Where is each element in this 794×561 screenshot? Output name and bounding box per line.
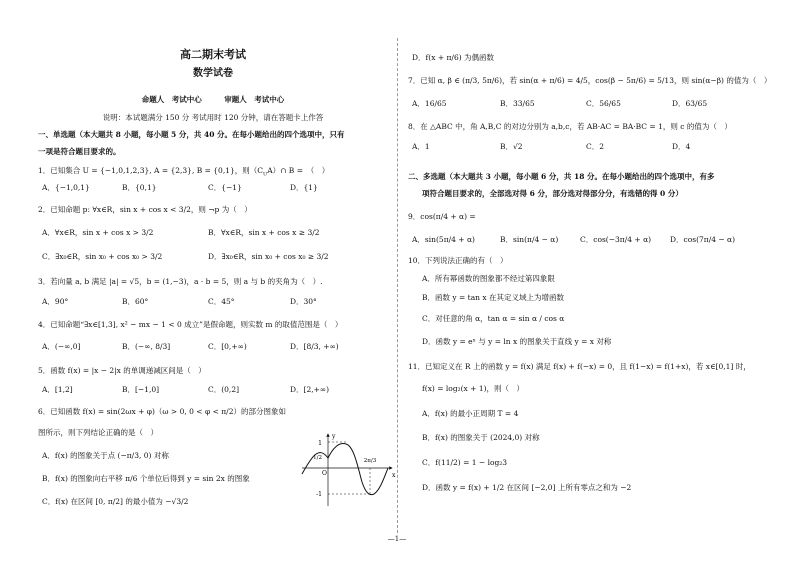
q8-stem: 8．在 △ABC 中，角 A,B,C 的对边分别为 a,b,c，若 AB·AC = BA·BC = 1，则 c 的值为（ ） (408, 122, 732, 131)
q11-option-a[interactable]: A．f(x) 的最小正周期 T = 4 (422, 409, 519, 418)
q4-option-a[interactable]: A．(−∞,0] (42, 342, 81, 351)
section1-heading-cont: 一项是符合题目要求的。 (38, 147, 121, 156)
q11-stem: 11．已知定义在 R 上的函数 y = f(x) 满足 f(x) + f(−x) = 0，且 f(1−x) = f(1+x)，若 x∈[0,1] 时， (408, 362, 751, 371)
exam-subtitle: 数学试卷 (193, 68, 233, 79)
q10-option-d[interactable]: D．函数 y = eˣ 与 y = ln x 的图象关于直线 y = x 对称 (422, 337, 612, 346)
q3-option-d[interactable]: D．30° (290, 297, 317, 306)
section2-heading: 二、多选题（本大题共 3 小题，每小题 6 分，共 18 分。在每小题给出的四个选项中，有多 (408, 172, 715, 181)
q2-stem: 2．已知命题 p: ∀x∈R，sin x + cos x < 3/2，则 ¬p 为（ ） (38, 205, 252, 214)
exam-title: 高二期末考试 (180, 48, 246, 61)
q2-option-d[interactable]: D．∃x₀∈R，sin x₀ + cos x₀ ≥ 3/2 (208, 252, 329, 261)
q6-sine-graph (288, 430, 398, 510)
q1-option-d[interactable]: D．{1} (290, 183, 318, 192)
q9-option-a[interactable]: A．sin(5π/4 + α) (412, 235, 475, 244)
q5-stem: 5．函数 f(x) = |x − 2|x 的单调递减区间是（ ） (38, 366, 206, 375)
q1-option-c[interactable]: C．{−1} (208, 183, 242, 192)
q5-option-a[interactable]: A．[1,2] (42, 385, 73, 394)
q10-option-c[interactable]: C．对任意的角 α，tan α = sin α / cos α (422, 314, 565, 323)
q8-option-d[interactable]: D．4 (672, 142, 691, 151)
q7-stem: 7．已知 α, β ∈ (π/3, 5π/6)，若 sin(α + π/6) = 4/5，cos(β − 5π/6) = 5/13，则 sin(α−β) 的值为（ ） (408, 76, 772, 85)
y-top-label: 1 (318, 440, 322, 447)
q6-option-c[interactable]: C．f(x) 在区间 [0, π/2] 的最小值为 −√3/2 (42, 497, 189, 506)
q10-option-b[interactable]: B．函数 y = tan x 在其定义域上为增函数 (422, 293, 564, 302)
q2-option-c[interactable]: C．∃x₀∈R，sin x₀ + cos x₀ > 3/2 (42, 252, 163, 261)
q11-stem-cont: f(x) = log₂(x + 1)，则（ ） (422, 384, 525, 393)
authors-line: 命题人 考试中心 审题人 考试中心 (141, 95, 285, 104)
q6-option-d[interactable]: D．f(x + π/6) 为偶函数 (412, 53, 495, 62)
q6-stem-cont: 图所示，则下列结论正确的是（ ） (38, 428, 158, 437)
origin-label: O (322, 470, 327, 477)
q3-option-a[interactable]: A．90° (42, 297, 69, 306)
section2-heading-cont: 项符合题目要求的，全部选对得 6 分，部分选对得部分分，有选错的得 0 分） (422, 189, 683, 198)
sine-curve (302, 444, 388, 495)
q11-option-b[interactable]: B．f(x) 的图象关于 (2024,0) 对称 (422, 433, 540, 442)
q3-stem: 3．若向量 a, b 满足 |a| = √5，b = (1,−3)，a · b = 5，则 a 与 b 的夹角为（ ）. (38, 277, 323, 286)
q6-stem: 6．已知函数 f(x) = sin(2ωx + φ)（ω > 0, 0 < φ < π/2）的部分图象如 (38, 407, 286, 416)
y-axis-label: y (332, 433, 336, 440)
q7-option-c[interactable]: C．56/65 (586, 99, 621, 108)
q10-option-a[interactable]: A．所有幂函数的图象都不经过第四象限 (422, 274, 555, 283)
q4-option-b[interactable]: B．(−∞, 8/3] (122, 342, 171, 351)
q7-option-a[interactable]: A．16/65 (412, 99, 447, 108)
page-number: —1— (387, 535, 407, 543)
section1-heading: 一、单选题（本大题共 8 小题，每小题 5 分，共 40 分。在每小题给出的四个选项中，只有 (38, 130, 345, 139)
q6-option-a[interactable]: A．f(x) 的图象关于点 (−π/3, 0) 对称 (42, 451, 169, 460)
q5-option-d[interactable]: D．[2,+∞) (290, 385, 330, 394)
q9-option-c[interactable]: C．cos(−3π/4 + α) (580, 235, 652, 244)
q3-option-b[interactable]: B．60° (122, 297, 149, 306)
q4-option-d[interactable]: D．[8/3, +∞) (290, 342, 339, 351)
q4-option-c[interactable]: C．[0,+∞) (208, 342, 247, 351)
q1-option-b[interactable]: B．{0,1} (122, 183, 157, 192)
y-half-label: 1/2 (313, 455, 322, 461)
q7-option-d[interactable]: D．63/65 (672, 99, 708, 108)
q6-option-b[interactable]: B．f(x) 的图象向右平移 π/6 个单位后得到 y = sin 2x 的图象 (42, 474, 250, 483)
q9-option-d[interactable]: D．cos(7π/4 − α) (670, 235, 736, 244)
q9-stem: 9．cos(π/4 + α) = (408, 212, 476, 221)
q9-option-b[interactable]: B．sin(π/4 − α) (500, 235, 559, 244)
q1-option-a[interactable]: A．{−1,0,1} (42, 183, 90, 192)
x-axis-label: x (392, 472, 396, 479)
q11-option-d[interactable]: D．函数 y = f(x) + 1/2 在区间 [−2,0] 上所有零点之和为 −2 (422, 483, 632, 492)
q11-option-c[interactable]: C．f(11/2) = 1 − log₂3 (422, 458, 508, 467)
q3-option-c[interactable]: C．45° (208, 297, 235, 306)
q7-option-b[interactable]: B．33/65 (500, 99, 535, 108)
q2-option-a[interactable]: A．∀x∈R，sin x + cos x > 3/2 (42, 228, 154, 237)
q8-option-b[interactable]: B．√2 (500, 142, 523, 151)
q2-option-b[interactable]: B．∀x∈R，sin x + cos x ≥ 3/2 (208, 228, 320, 237)
q5-option-c[interactable]: C．(0,2] (208, 385, 240, 394)
q4-stem: 4．已知命题“∃x∈[1,3], x² − mx − 1 < 0 成立”是假命题，则实数 m 的取值范围是（ ） (38, 320, 343, 329)
q5-option-b[interactable]: B．[−1,0] (122, 385, 160, 394)
q1-stem: 1．已知集合 U = {−1,0,1,2,3}, A = {2,3}, B = {0,1}，则$(C_UA)\cap$ B = （ ） (38, 166, 330, 178)
y-bottom-label: -1 (316, 491, 322, 498)
q8-option-c[interactable]: C．2 (586, 142, 605, 151)
q8-option-a[interactable]: A．1 (412, 142, 430, 151)
q10-stem: 10．下列说法正确的有（ ） (408, 256, 508, 265)
notice-line: 说明：本试题满分 150 分 考试用时 120 分钟，请在答题卡上作答 (102, 113, 324, 122)
x-tick-label: 2π/3 (363, 458, 377, 464)
